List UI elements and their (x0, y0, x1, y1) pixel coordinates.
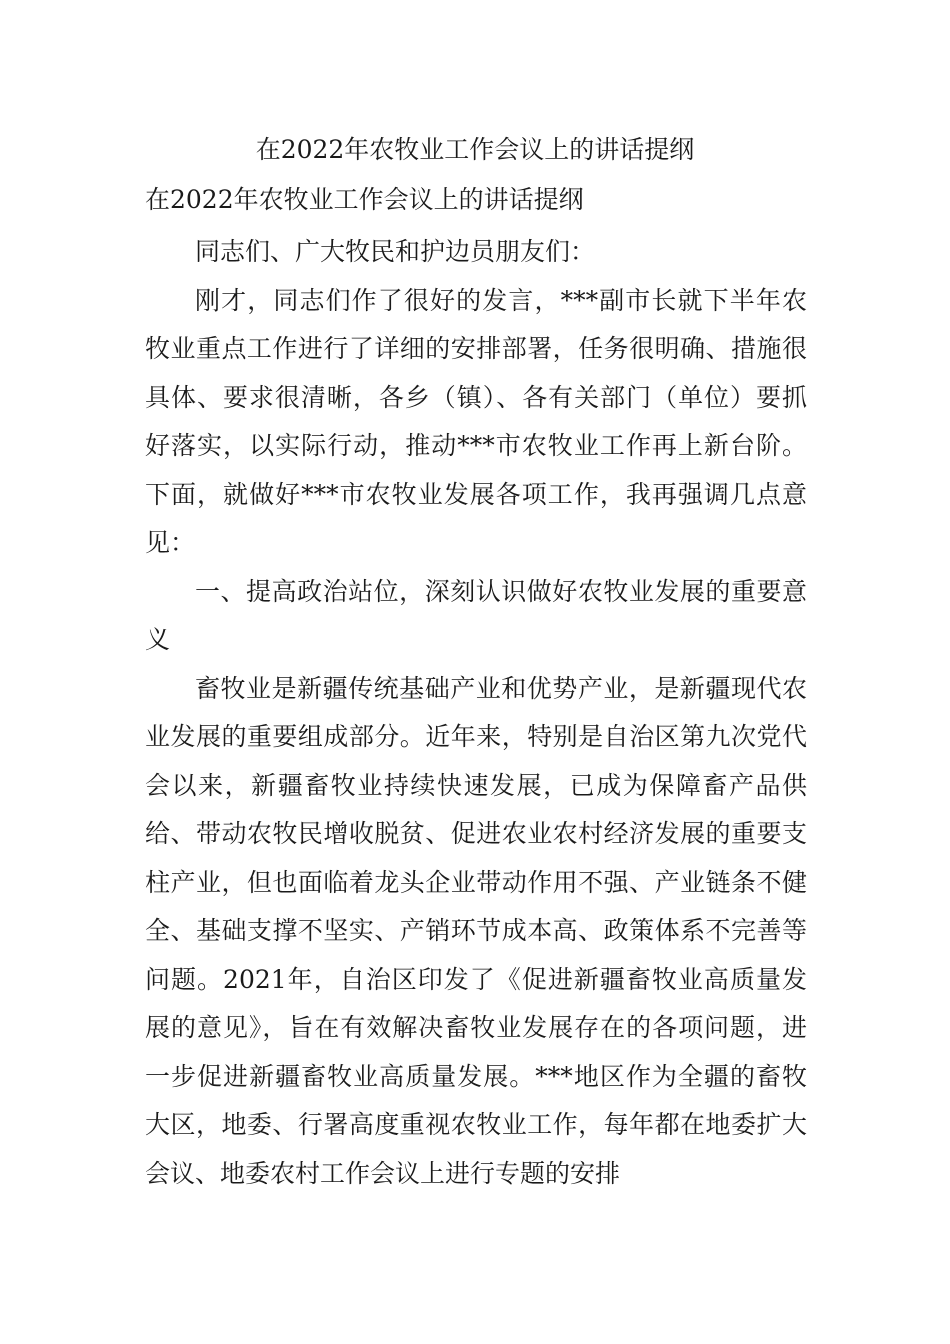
section-heading-1: 一、提高政治站位，深刻认识做好农牧业发展的重要意义 (145, 576, 807, 654)
paragraph-opening: 刚才，同志们作了很好的发言，***副市长就下半年农牧业重点工作进行了详细的安排部署，任务很明确、措施很具体、要求很清晰，各乡（镇）、各有关部门（单位）要抓好落实，以实际行动，推动***市农牧业工作再上新台阶。下面，就做好***市农牧业发展各项工作，我再强调几点意见： (145, 285, 807, 557)
greeting-paragraph: 同志们、广大牧民和护边员朋友们： (195, 237, 596, 266)
document-subtitle: 在2022年农牧业工作会议上的讲话提纲 (145, 185, 584, 214)
document-body (145, 228, 807, 1198)
document-title: 在2022年农牧业工作会议上的讲话提纲 (255, 135, 695, 164)
paragraph-livestock: 畜牧业是新疆传统基础产业和优势产业，是新疆现代农业发展的重要组成部分。近年来，特别是自治区第九次党代会以来，新疆畜牧业持续快速发展，已成为保障畜产品供给、带动农牧民增收脱贫、促进农业农村经济发展的重要支柱产业，但也面临着龙头企业带动作用不强、产业链条不健全、基础支撑不坚实、产销环节成本高、政策体系不完善等问题。2021年，自治区印发了《促进新疆畜牧业高质量发展的意见》，旨在有效解决畜牧业发展存在的各项问题，进一步促进新疆畜牧业高质量发展。***地区作为全疆的畜牧大区，地委、行署高度重视农牧业工作，每年都在地委扩大会议、地委农村工作会议上进行专题的安排 (145, 673, 807, 1188)
